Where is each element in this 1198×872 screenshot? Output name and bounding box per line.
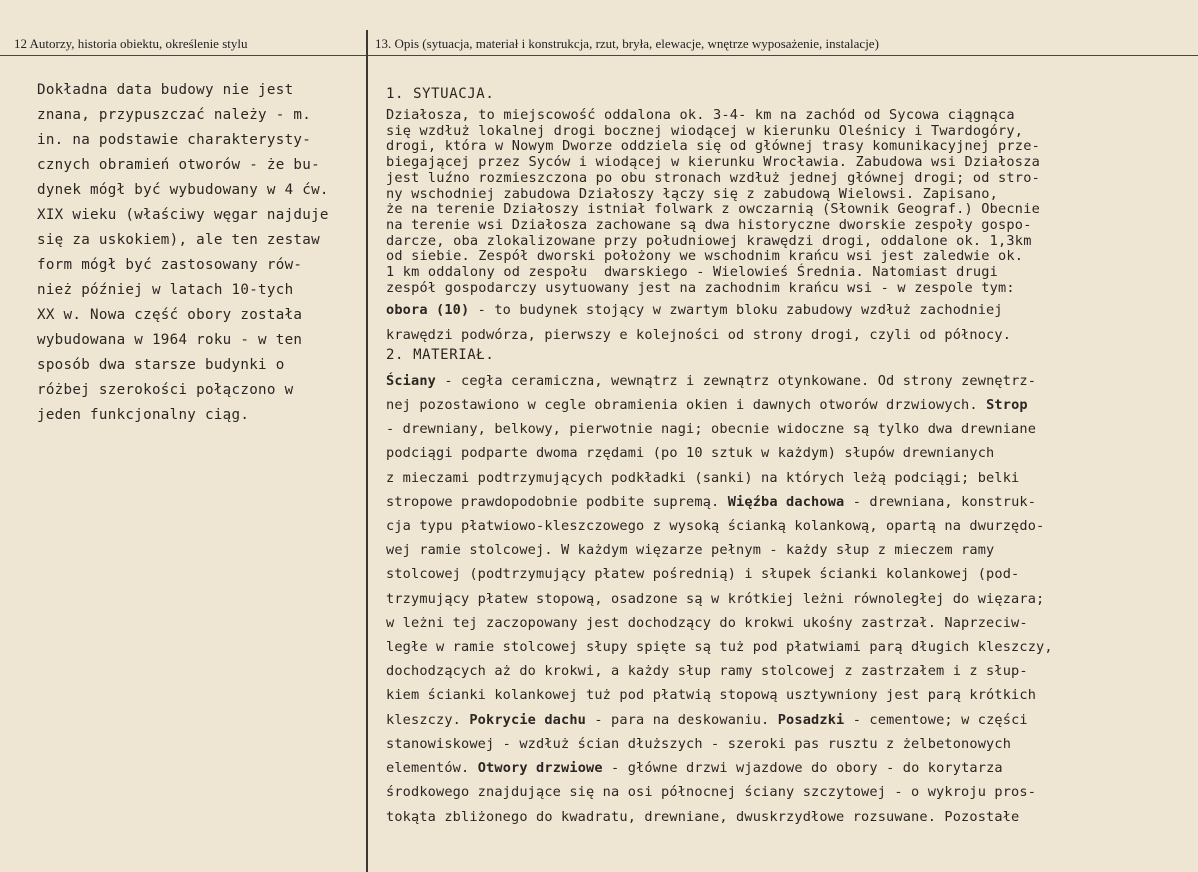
situation-line: od siebie. Zespół dworski położony we wschodnim krańcu wsi jest zaledwie ok. <box>386 248 1024 265</box>
material-text: elementów. <box>386 760 478 777</box>
material-text: - cegła ceramiczna, wewnątrz i zewnątrz otynkowane. Od strony zewnętrz- <box>436 372 1037 389</box>
history-line: różbej szerokości połączono w <box>37 382 294 398</box>
description-text-column <box>386 84 1192 829</box>
walls-label: Ściany <box>386 372 437 389</box>
situation-line: jest luźno rozmieszczona po obu stronach wzdłuż jednej głównej drogi; od stro- <box>386 169 1040 186</box>
situation-line: Działosza, to miejscowość oddalona ok. 3-4- km na zachód od Sycowa ciągnąca <box>386 107 1015 123</box>
material-line: dochodzących aż do krokwi, a każdy słup ramy stolcowej z zastrzałem i z słup- <box>386 663 1028 680</box>
ceiling-label: Strop <box>986 397 1028 414</box>
situation-line: 1 km oddalony od zespołu dwarskiego - Wielowieś Średnia. Natomiast drugi <box>386 264 999 281</box>
obora-line <box>386 298 1192 322</box>
material-line <box>386 708 1192 732</box>
history-line: znana, przypuszczać należy - m. <box>37 107 312 123</box>
situation-paragraph <box>386 108 1192 296</box>
situation-line: ny wschodniej zabudowa Działoszy łączy się z zabudową Wielowsi. Zapisano, <box>386 185 999 202</box>
material-line <box>386 369 1192 393</box>
obora-text: - to budynek stojący w zwartym bloku zabudowy wzdłuż zachodniej <box>469 302 1003 319</box>
material-text: - para na deskowaniu. <box>586 711 778 728</box>
material-text: - drewniana, konstruk- <box>844 493 1037 510</box>
right-column-header: 13. Opis (sytuacja, materiał i konstrukcja, rzut, bryła, elewacje, wnętrze wyposażenie, instalacje) <box>375 36 879 51</box>
material-line <box>386 756 1192 780</box>
material-line: wej ramie stolcowej. W każdym więzarze pełnym - każdy słup z mieczem ramy <box>386 542 995 559</box>
history-line: dynek mógł być wybudowany w 4 ćw. <box>37 182 329 198</box>
left-column-header: 12 Autorzy, historia obiektu, określenie stylu <box>14 36 248 51</box>
roof-truss-label: Więźba dachowa <box>727 493 845 510</box>
material-line <box>386 393 1192 417</box>
material-line: podciągi podparte dwoma rzędami (po 10 sztuk w każdym) słupów drewnianych <box>386 445 995 462</box>
material-line: w leżni tej zaczopowany jest dochodzący do krokwi ukośny zastrzał. Naprzeciw- <box>386 614 1028 631</box>
roofing-label: Pokrycie dachu <box>469 711 587 728</box>
obora-label: obora (10) <box>386 302 470 319</box>
material-line: z mieczami podtrzymujących podkładki (sanki) na których leżą podciągi; belki <box>386 469 1020 486</box>
material-line: środkowego znajdujące się na osi północnej ściany szczytowej - o wykroju pros- <box>386 784 1037 801</box>
material-line: stolcowej (podtrzymujący płatew pośrednią) i słupek ścianki kolankowej (pod- <box>386 566 1020 583</box>
situation-line: drogi, która w Nowym Dworze oddziela się od głównej trasy komunikacyjnej prze- <box>386 138 1040 155</box>
material-line: stanowiskowej - wzdłuż ścian dłuższych - szeroki pas rusztu z żelbetonowych <box>386 735 1012 752</box>
history-text-column <box>37 78 359 428</box>
history-line: XX w. Nowa część obory została <box>37 307 303 323</box>
material-line <box>386 490 1192 514</box>
section-title-situation: 1. SYTUACJA. <box>386 86 495 102</box>
material-line: tokąta zbliżonego do kwadratu, drewniane, dwuskrzydłowe rozsuwane. Pozostałe <box>386 808 1020 825</box>
history-line: XIX wieku (właściwy węgar najduje <box>37 207 329 223</box>
section-title-material: 2. MATERIAŁ. <box>386 346 495 363</box>
situation-line: na terenie wsi Działosza zachowane są dwa historyczne dworskie zespoły gospo- <box>386 216 1032 233</box>
situation-line: że na terenie Działoszy istniał folwark z owczarnią (Słownik Geograf.) Obecnie <box>386 201 1040 218</box>
column-divider <box>366 30 368 872</box>
material-text: nej pozostawiono w cegle obramienia okien i dawnych otworów drzwiowych. <box>386 397 987 414</box>
situation-line: biegającej przez Syców i wiodącej w kierunku Wrocławia. Zabudowa wsi Działosza <box>386 154 1040 171</box>
material-line: - drewniany, belkowy, pierwotnie nagi; obecnie widoczne są tylko dwa drewniane <box>386 421 1037 438</box>
obora-line-2: krawędzi podwórza, pierwszy e kolejności od strony drogi, czyli od północy. <box>386 326 1012 343</box>
material-line: kiem ścianki kolankowej tuż pod płatwią stopową usztywniony jest parą krótkich <box>386 687 1037 704</box>
material-text: kleszczy. <box>386 711 470 728</box>
material-text: stropowe prawdopodobnie podbite supremą. <box>386 493 728 510</box>
history-line: Dokładna data budowy nie jest <box>37 82 294 98</box>
history-line: form mógł być zastosowany rów- <box>37 257 303 273</box>
door-openings-label: Otwory drzwiowe <box>477 760 603 777</box>
history-line: się za uskokiem), ale ten zestaw <box>37 232 320 248</box>
situation-line: darcze, oba zlokalizowane przy południowej krawędzi drogi, oddalone ok. 1,3km <box>386 232 1032 249</box>
material-text: - cementowe; w części <box>844 711 1028 728</box>
situation-line: się wzdłuż lokalnej drogi bocznej wiodącej w kierunku Oleśnicy i Twardogóry, <box>386 122 1024 139</box>
history-line: nież później w latach 10-tych <box>37 282 294 298</box>
floors-label: Posadzki <box>777 711 845 728</box>
history-line: wybudowana w 1964 roku - w ten <box>37 332 303 348</box>
material-line: ległe w ramie stolcowej słupy spięte są tuż pod płatwiami parą długich kleszczy, <box>386 639 1053 656</box>
material-line: cja typu płatwiowo-kleszczowego z wysoką ścianką kolankową, opartą na dwurzędo- <box>386 518 1045 535</box>
history-line: cznych obramień otworów - że bu- <box>37 157 320 173</box>
situation-line: zespół gospodarczy usytuowany jest na zachodnim krańcu wsi - w zespole tym: <box>386 279 1015 296</box>
material-line: trzymujący płatew stopową, osadzone są w krótkiej leżni równoległej do więzara; <box>386 590 1045 607</box>
header-rule <box>0 55 1198 56</box>
history-line: jeden funkcjonalny ciąg. <box>37 407 250 423</box>
history-line: in. na podstawie charakterysty- <box>37 132 312 148</box>
history-line: sposób dwa starsze budynki o <box>37 357 285 373</box>
material-text: - główne drzwi wjazdowe do obory - do korytarza <box>602 760 1003 777</box>
